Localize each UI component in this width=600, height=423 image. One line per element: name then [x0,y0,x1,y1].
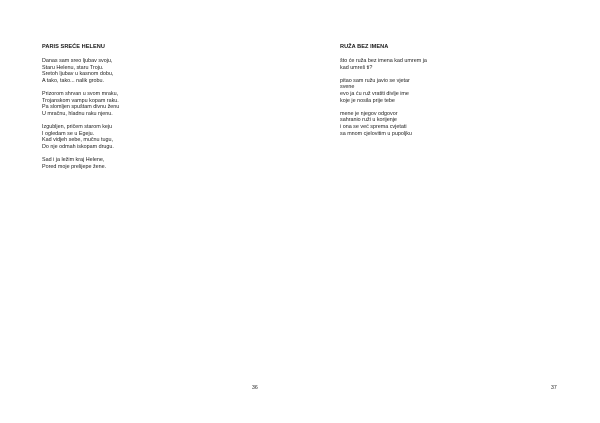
poem-line: Kad vidjeh sebe, mučnu tugu, [42,137,114,144]
poem-line: Izgubljen, pričem starom keju [42,123,113,130]
poem-line: Prizorom shrvan u svom mraku, [42,90,119,97]
poem-line: Do nje odmah iskopam drugu. [42,143,114,150]
poem-paris-srece-helenu [42,44,272,177]
stanza [42,157,272,170]
poem-ruza-bez-imena [340,44,570,144]
poem-line: sa mnom cjelovitim u pupoljku [340,130,412,137]
page-number: 37 [551,385,557,391]
poem-line: koje je nosila prije tebe [340,97,395,104]
stanza [42,124,272,150]
poem-line: Sretoh ljubav u kasnom dobu, [42,71,114,78]
poem-line: svene [340,84,355,91]
poem-line: i ona se već sprema cvjetati [340,123,407,130]
poem-title: PARIS SREĆE HELENU [42,44,105,50]
stanza [340,78,570,104]
stanza [42,58,272,84]
poem-line: Sad i ja ležim kraj Helene, [42,156,105,163]
poem-line: Staru Helenu, staru Troju. [42,64,104,71]
stanza [42,91,272,117]
poem-line: I ogledam se u Egeju. [42,130,95,137]
poem-title: RUŽA BEZ IMENA [340,44,389,50]
poem-line: A tako, tako... nalik grobu. [42,77,105,84]
poem-line: mene je njegov odgovor [340,110,398,117]
stanza [340,111,570,137]
poem-line: kad umreš ti? [340,64,373,71]
stanza [340,58,570,71]
poem-line: pitao sam ružu javio se vjetar [340,77,410,84]
poem-line: što će ruža bez imena kad umrem ja [340,58,427,64]
poem-line: Pored moje prelijepe žene. [42,163,107,170]
right-page [300,0,600,423]
poem-line: Trojanskom vampu kopam raku. [42,97,119,104]
poem-line: U mračnu, hladnu raku njenu. [42,110,113,117]
poem-line: evo ja ću ruž vratiti divlje ime [340,90,409,97]
poem-line: sahranio ruži u korijenje [340,117,397,124]
poem-line: Pa slomljen spuštam divnu ženu [42,104,120,111]
poem-line: Danas sam sreo ljubav svoju, [42,58,113,64]
page-number: 36 [252,385,258,391]
